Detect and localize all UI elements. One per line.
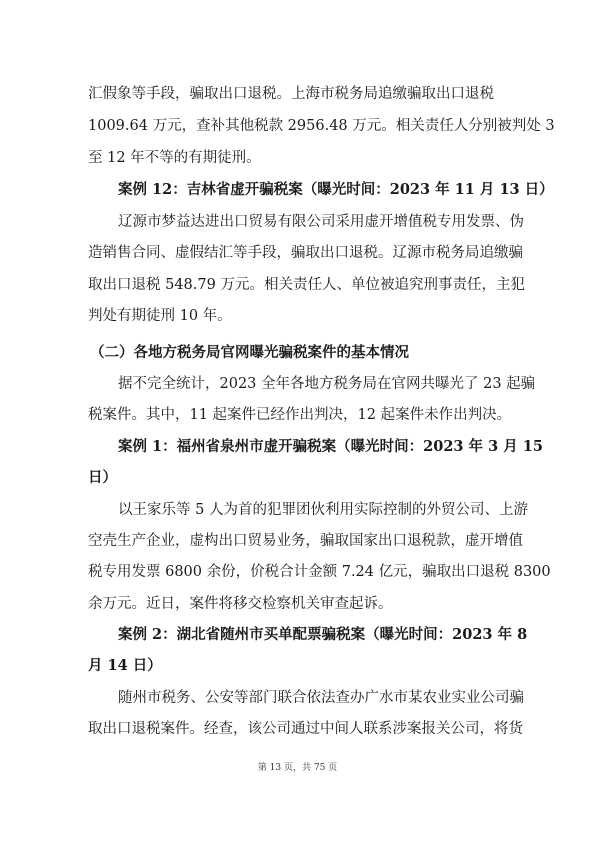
case-heading: 案例 1：福州省泉州市虚开骗税案（曝光时间：2023 年 3 月 15 bbox=[118, 438, 543, 455]
paragraph-line: 空壳生产企业，虚构出口贸易业务，骗取国家出口退税款，虚开增值 bbox=[88, 533, 523, 549]
paragraph-line: 取出口退税 548.79 万元。相关责任人、单位被追究刑事责任，主犯 bbox=[88, 277, 525, 293]
case-heading: 案例 12：吉林省虚开骗税案（曝光时间：2023 年 11 月 13 日） bbox=[118, 181, 554, 198]
paragraph-line: 取出口退税案件。经查，该公司通过中间人联系涉案报关公司，将货 bbox=[88, 721, 523, 737]
paragraph-line: 汇假象等手段，骗取出口退税。上海市税务局追缴骗取出口退税 bbox=[88, 86, 494, 102]
paragraph-line: 判处有期徒刑 10 年。 bbox=[88, 308, 232, 324]
paragraph-line: 据不完全统计，2023 全年各地方税务局在官网共曝光了 23 起骗 bbox=[118, 376, 536, 392]
page-footer: 第 13 页，共 75 页 bbox=[257, 763, 338, 773]
paragraph-line: 余万元。近日，案件将移交检察机关审查起诉。 bbox=[88, 596, 393, 612]
section-heading: （二）各地方税务局官网曝光骗税案件的基本情况 bbox=[90, 344, 409, 361]
paragraph-line: 辽源市梦益达进出口贸易有限公司采用虚开增值税专用发票、伪 bbox=[118, 214, 524, 230]
paragraph-line: 造销售合同、虚假结汇等手段，骗取出口退税。辽源市税务局追缴骗 bbox=[88, 245, 523, 261]
paragraph-line: 随州市税务、公安等部门联合依法查办广水市某农业实业公司骗 bbox=[118, 690, 524, 706]
paragraph-line: 1009.64 万元，查补其他税款 2956.48 万元。相关责任人分别被判处 3 bbox=[88, 118, 555, 134]
paragraph-line: 以王家乐等 5 人为首的犯罪团伙利用实际控制的外贸公司、上游 bbox=[118, 502, 528, 518]
paragraph-line: 税案件。其中，11 起案件已经作出判决，12 起案件未作出判决。 bbox=[88, 407, 512, 423]
case-heading: 月 14 日） bbox=[88, 657, 162, 674]
case-heading: 案例 2：湖北省随州市买单配票骗税案（曝光时间：2023 年 8 bbox=[118, 626, 528, 643]
case-heading: 日） bbox=[88, 469, 117, 486]
paragraph-line: 税专用发票 6800 余份，价税合计金额 7.24 亿元，骗取出口退税 8300 bbox=[88, 564, 551, 580]
paragraph-line: 至 12 年不等的有期徒刑。 bbox=[88, 150, 261, 166]
